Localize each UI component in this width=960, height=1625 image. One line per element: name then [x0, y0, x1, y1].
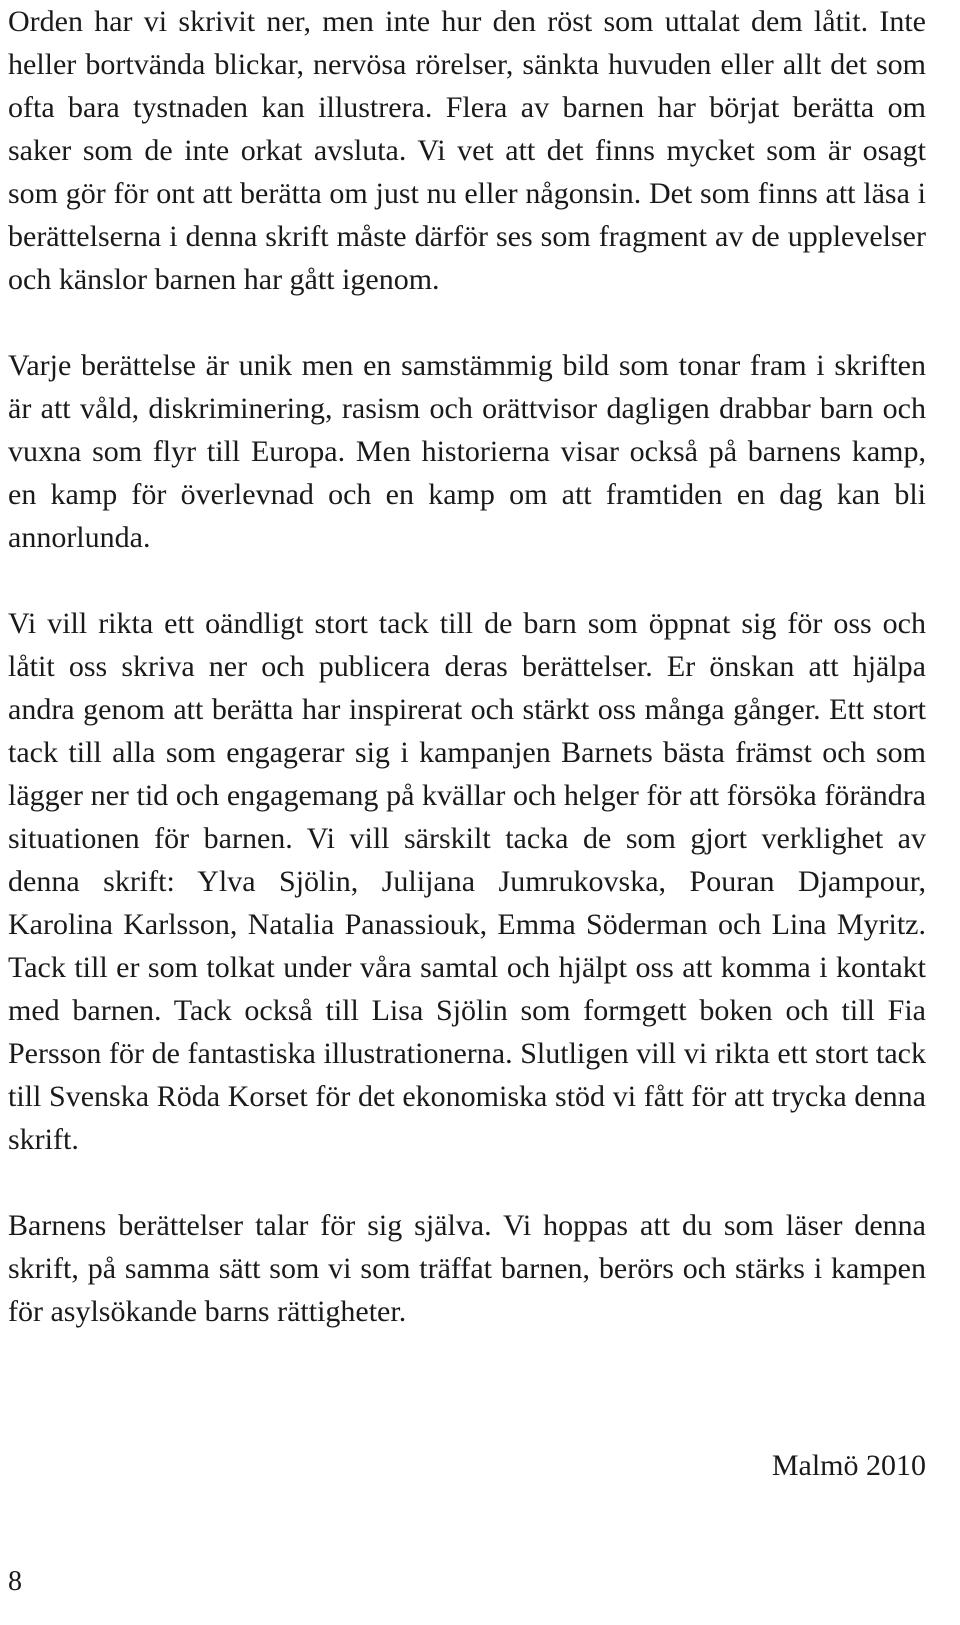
- document-page: [8, 0, 926, 1333]
- paragraph-4: Barnens berättelser talar för sig själva. Vi hoppas att du som läser denna skrift, på samma sätt som vi som träffat barnen, berörs och stärks i kampen för asylsökande barns rättigheter.: [8, 1209, 926, 1328]
- paragraph-3: Vi vill rikta ett oändligt stort tack till de barn som öppnat sig för oss och låtit oss skriva ner och publicera deras berättelser. Er önskan att hjälpa andra genom att berätta har inspirerat och stärkt oss många gånger. Ett stort tack till alla som engagerar sig i kampanjen Barnets bästa främst och som lägger ner tid och engagemang på kvällar och helger för att försöka förändra situationen för barnen. Vi vill särskilt tacka de som gjort verklighet av denna skrift: Ylva Sjölin, Julijana Jumrukovska, Pouran Djampour, Karolina Karlsson, Natalia Panassiouk, Emma Söderman och Lina Myritz. Tack till er som tolkat under våra samtal och hjälpt oss att komma i kontakt med barnen. Tack också till Lisa Sjölin som formgett boken och till Fia Persson för de fantastiska illustrationerna. Slutligen vill vi rikta ett stort tack till Svenska Röda Korset för det ekonomiska stöd vi fått för att trycka denna skrift.: [8, 607, 926, 1156]
- signature-place-date: Malmö 2010: [771, 1449, 926, 1482]
- page-number: 8: [8, 1566, 22, 1597]
- paragraph-2: Varje berättelse är unik men en samstämmig bild som tonar fram i skriften är att våld, diskriminering, rasism och orättvisor dagligen drabbar barn och vuxna som flyr till Europa. Men historierna visar också på barnens kamp, en kamp för överlevnad och en kamp om att framtiden en dag kan bli annorlunda.: [8, 349, 926, 554]
- paragraph-1: Orden har vi skrivit ner, men inte hur den röst som uttalat dem låtit. Inte heller bortvända blickar, nervösa rörelser, sänkta huvuden eller allt det som ofta bara tystnaden kan illustrera. Flera av barnen har börjat berätta om saker som de inte orkat avsluta. Vi vet att det finns mycket som är osagt som gör för ont att berätta om just nu eller någonsin. Det som finns att läsa i berättelserna i denna skrift måste därför ses som fragment av de upplevelser och känslor barnen har gått igenom.: [8, 5, 926, 296]
